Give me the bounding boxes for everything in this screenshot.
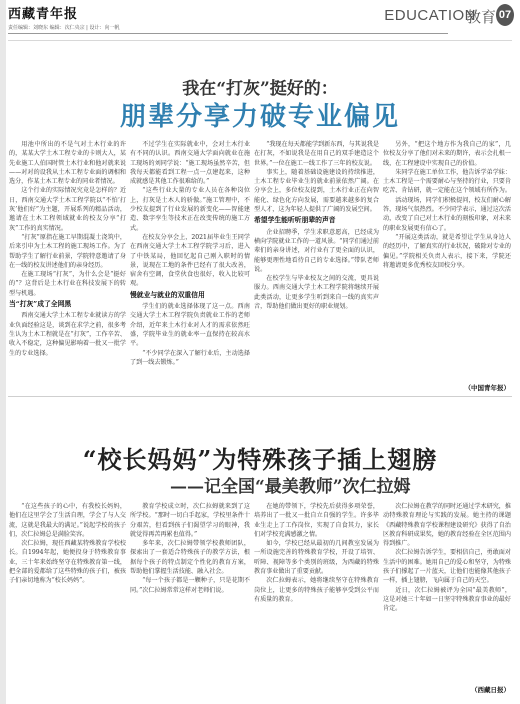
article2-column-3 xyxy=(254,502,379,696)
paragraph: 这个行业的实际情况究竟是怎样的？近日，西南交通大学土木工程学院以“不怕‘打灰’他们好”为主题，开展系列的精品活动，邀请在土木工程领域就业的校友分享“打灰”工作的真实情况。 xyxy=(9,187,126,232)
article1-source: （中国青年报） xyxy=(464,384,510,392)
article2-column-1 xyxy=(9,502,126,696)
paragraph: 另外，“把这个地方作为我自己的家”，几位校友分享了他们对未来的期许，表示会扎根一线，在工程建设中实现自己的价值。 xyxy=(383,141,511,167)
paragraph: 次仁拉姆，现任西藏某特殊教育学校校长。自1994年起，她便投身于特殊教育事业，三十年来始终坚守在特殊教育第一线，把全部的爱都给了这些特殊的孩子们，被孩子们亲切地称为“校长妈妈”。 xyxy=(9,540,126,585)
article2-headline: “校长妈妈”为特殊孩子插上翅膀 xyxy=(82,445,438,474)
article1-subheading-3: 希望学生能听听朋辈的声音 xyxy=(254,216,336,225)
article1-column-3 xyxy=(254,140,379,387)
article1-column-2 xyxy=(130,140,250,387)
paragraph: 不过学生在实际就业中，会对土木行业有不同的认识。西南交通大学面向就业在施工现场的刘同学说：“施工现场虽然辛苦，但我每天都能看到工程一点一点建起来，这种成就感是其他工作很难给的。” xyxy=(130,141,250,186)
paragraph: “不少同学在深入了解行业后，主动选择了到一线去锻炼。” xyxy=(130,349,250,366)
paragraph: 企业招聘季，学生求职意愿高，已经成为横向学院就业工作的一道风景。“同学们通过前辈们的亲身讲述，对行业有了更全面的认识，能够更理性地看待自己的专业选择。”带队老师说。 xyxy=(254,228,379,273)
paragraph: 次仁拉姆告诉学生，要相信自己，勇敢面对生活中的困难。她用自己的爱心和坚守，为特殊孩子们撑起了一片蓝天，让他们也能像其他孩子一样，插上翅膀，飞向属于自己的天空。 xyxy=(383,549,511,585)
section-label-en: EDUCATION xyxy=(384,7,476,24)
paragraph: 在校学生与毕业校友之间的交流，更具说服力。西南交通大学土木工程学院将继续开展此类活动，让更多学生听到来自一线的真实声音，帮助他们做出更好的职业规划。 xyxy=(254,275,379,311)
paragraph: 朱同学在施工单位工作，他告诉学弟学妹：土木工程是一个需要耐心与坚持的行业，只要肯吃苦、肯钻研，就一定能在这个领域有所作为。 xyxy=(383,168,511,195)
paragraph: 事实上，随着基础设施建设的持续推进，土木工程专业毕业生的就业前景依然广阔。在分享会上，多位校友提到，土木行业正在向智能化、绿色化方向发展，需要越来越多的复合型人才，这为年轻人提供了广阔的发展空间。 xyxy=(254,168,379,214)
paragraph: “我现在每天都能学到新东西，与其说我是在打灰，不如说我是在用自己的双手建造这个世界。”一位在施工一线工作了三年的校友说。 xyxy=(254,141,379,167)
article2-subheadline: ——记全国“最美教师”次仁拉姆 xyxy=(170,477,411,497)
paragraph: 学生们的就业选择体现了这一点。西南交通大学土木工程学院负责就业工作的老师介绍，近年来土木行业对人才的需求依然旺盛，学院毕业生的就业率一直保持在较高水平。 xyxy=(130,303,250,348)
article2-column-4 xyxy=(383,502,511,682)
paragraph: 多年来，次仁拉姆带领学校教师团队，探索出了一套适合特殊孩子的教学方法，根据每个孩子的特点制定个性化的教育方案，帮助他们掌握生活技能、融入社会。 xyxy=(130,540,250,576)
article2-source: （西藏日报） xyxy=(471,686,510,694)
article1-headline: 朋辈分享力破专业偏见 xyxy=(119,102,400,132)
paragraph: “这些行业大量的专业人员在各种岗位上，打灰是土木人的骄傲。”施工管理中，不少校友提到了行业发展的新变化——智能建造、数字孪生等技术正在改变传统的施工方式。 xyxy=(130,187,250,232)
paragraph: “打灰”原指在施工早期混凝土浇筑中，后来引申为土木工程的施工现场工作。为了帮助学生了解行业前景，学院特意邀请了身在一线的校友讲述他们的亲身经历。 xyxy=(9,233,126,269)
paragraph: 在施工现场“打灰”，为什么会是“挺好的”？这背后是土木行业在科技发展下的转型与机遇。 xyxy=(9,271,126,297)
masthead-title: 西藏青年报 xyxy=(8,7,79,22)
article1-column-1 xyxy=(9,140,126,387)
paragraph: “每一个孩子都是一颗种子，只是花期不同。”次仁拉姆常常这样对老师们说。 xyxy=(130,577,250,594)
paragraph: 在校友分享会上，2021届毕业生王同学在西南交通大学土木工程学院学习后，进入了中铁某局，他回忆起自己刚入职时的情景，说现在工地的条件已经有了很大改善，宿舍有空调，食堂伙食也很好，收入比较可观。 xyxy=(130,233,250,288)
paragraph: 近日，次仁拉姆被评为全国“最美教师”，这是对她三十年如一日坚守特殊教育事业的最好肯定。 xyxy=(383,586,511,613)
article1-column-4 xyxy=(383,140,511,387)
page-number-badge: 07 xyxy=(496,4,514,26)
paragraph: 次仁拉姆表示，她将继续坚守在特殊教育岗位上，让更多的特殊孩子能够享受到公平而有质量的教育。 xyxy=(254,577,379,603)
article1-subheading-1: 当“打灰”成了全网黑 xyxy=(9,300,72,309)
section-label-cn: 教育 xyxy=(465,8,496,26)
article1-subheading-2: 慢就业与就业的双重信用 xyxy=(130,290,205,299)
paragraph: 西南交通大学土木工程专业就读方的学业负面经验这是，谈到在求学之前，很多考生认为土木工程就是在“打灰”，工作辛苦、收入不稳定，这种偏见影响着一批又一批学生的专业选择。 xyxy=(9,312,126,357)
paragraph: 在她的带领下，学校先后获得多项荣誉，培养出了一批又一批自立自强的学生。许多毕业生走上了工作岗位，实现了自食其力，家长们对学校充满感激之情。 xyxy=(254,503,379,538)
article-divider xyxy=(8,396,512,397)
paragraph: “在这些孩子的心中，有我校长妈妈，他们在这里学会了生活自理，学会了与人交流，这就是我最大的满足。”说起学校的孩子们，次仁拉姆总是满脸笑容。 xyxy=(9,503,126,538)
paragraph: 次仁拉姆在教学的同时还通过学术研究，推动特殊教育理论与实践的发展。她主持的课题《西藏特殊教育学校课程建设研究》获得了自治区教育科研成果奖，她的教育经验在全区范围内得到推广。 xyxy=(383,503,511,548)
paragraph: “开展这类活动，就是希望让学生从身边人的经历中，了解真实的行业状况，破除对专业的偏见。”学院相关负责人表示，接下来，学院还将邀请更多优秀校友回校分享。 xyxy=(383,233,511,269)
paragraph: 活动现场，同学们积极提问，校友们耐心解答，现场气氛热烈。不少同学表示，通过这次活动，改变了自己对土木行业的刻板印象，对未来的职业发展更有信心了。 xyxy=(383,196,511,232)
paragraph: 如今，学校已经从最初的几间教室发展为一所设施完善的特殊教育学校，开设了培智、听障、视障等多个类别的班级，为西藏的特殊教育事业做出了重要贡献。 xyxy=(254,540,379,576)
header-divider xyxy=(8,40,512,41)
article1-kicker: 我在“打灰”挺好的： xyxy=(182,79,338,99)
article2-column-2 xyxy=(130,502,250,696)
masthead-rule xyxy=(8,33,448,34)
paragraph: 教育学校成立时，次仁拉姆就来到了这所学校。“那时一切白手起家，学校里条件十分艰苦，但看到孩子们渴望学习的眼神，我就觉得再苦再累也值得。” xyxy=(130,503,250,538)
masthead-credits: 责任编辑：刘晓东 编辑：次仁央宗 | 设计：向一帆 xyxy=(8,25,120,31)
paragraph: 用池中所出的不是气对土木行业的许的，某某大学土木工程专业的卡则大人，某先业施工人伯国时管土木行业和他对就来说——对对的设我从土木工程专业面的调相和选分，作某土木工程专业的同业者情况。 xyxy=(9,141,126,186)
